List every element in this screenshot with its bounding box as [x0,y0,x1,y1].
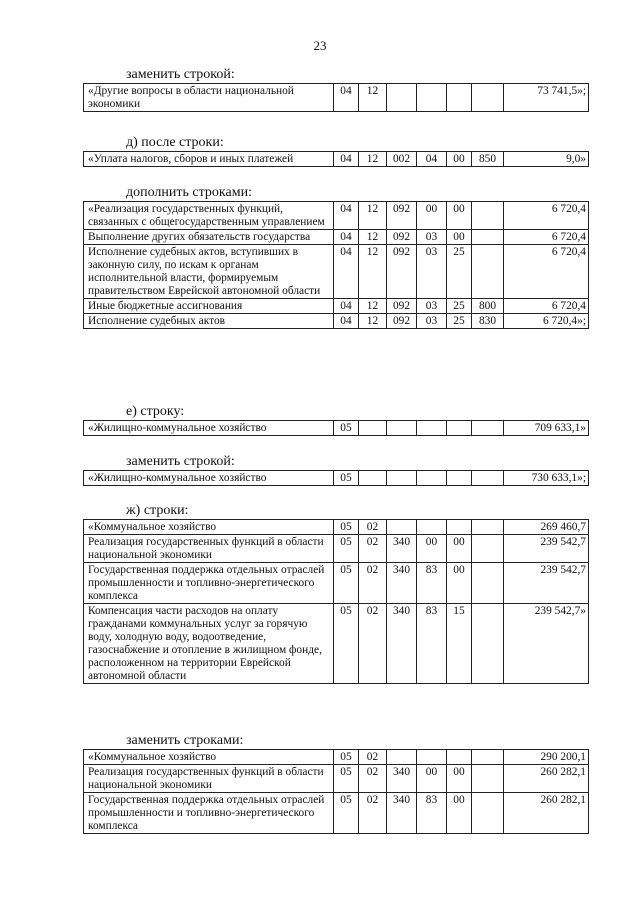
code-cell-c2: 12 [359,314,387,329]
code-cell-c6 [472,563,504,604]
code-cell-c5: 00 [447,563,472,604]
code-cell-c2 [359,421,387,436]
row-name: Иные бюджетные ассигнования [84,299,334,314]
code-cell-c3 [387,421,417,436]
code-cell-c5 [447,84,472,112]
amount-cell: 269 460,7 [504,520,589,535]
code-cell-c4 [417,421,447,436]
code-cell-c6 [472,750,504,765]
row-name: «Коммунальное хозяйство [84,750,334,765]
code-cell-c6 [472,84,504,112]
code-cell-c4: 03 [417,299,447,314]
code-cell-c4 [417,471,447,486]
amount-cell: 6 720,4»; [504,314,589,329]
code-cell-c6 [472,604,504,684]
row-name: Государственная поддержка отдельных отраслей промышленности и топливно-энергетического комплекса [84,793,334,834]
code-cell-c4 [417,750,447,765]
code-cell-c5 [447,471,472,486]
code-cell-c1: 05 [334,793,359,834]
table-row [84,299,589,314]
code-cell-c4: 00 [417,765,447,793]
row-name: «Уплата налогов, сборов и иных платежей [84,152,334,167]
code-cell-c1: 05 [334,765,359,793]
row-name: «Жилищно-коммунальное хозяйство [84,421,334,436]
amount-cell: 260 282,1 [504,793,589,834]
code-cell-c4: 83 [417,793,447,834]
code-cell-c4: 00 [417,535,447,563]
code-cell-c2: 12 [359,299,387,314]
code-cell-c3 [387,520,417,535]
code-cell-c5: 25 [447,299,472,314]
table-row [84,152,589,167]
amount-cell: 730 633,1»; [504,471,589,486]
row-name: «Другие вопросы в области национальной экономики [84,84,334,112]
code-cell-c5: 00 [447,765,472,793]
code-cell-c3: 340 [387,563,417,604]
section-label: е) строку: [126,404,185,419]
budget-table [83,83,589,112]
amount-cell: 290 200,1 [504,750,589,765]
code-cell-c1: 04 [334,84,359,112]
code-cell-c3: 340 [387,793,417,834]
code-cell-c4: 83 [417,604,447,684]
code-cell-c3: 092 [387,314,417,329]
code-cell-c1: 05 [334,604,359,684]
code-cell-c5: 00 [447,535,472,563]
code-cell-c1: 04 [334,299,359,314]
page-number: 23 [313,38,327,53]
table-row [84,421,589,436]
code-cell-c5 [447,421,472,436]
code-cell-c4 [417,520,447,535]
section-label: заменить строкой: [126,67,235,82]
code-cell-c4 [417,84,447,112]
code-cell-c6 [472,245,504,299]
table-row [84,245,589,299]
code-cell-c2 [359,471,387,486]
row-name: Выполнение других обязательств государства [84,230,334,245]
row-name: Государственная поддержка отдельных отраслей промышленности и топливно-энергетического комплекса [84,563,334,604]
code-cell-c1: 04 [334,202,359,230]
section-label: заменить строкой: [126,454,235,469]
row-name: Компенсация части расходов на оплату гражданами коммунальных услуг за горячую воду, холодную воду, водоотведение, газоснабжение и отопление в жилищном фонде, расположенном на территории Еврейской автономной области [84,604,334,684]
amount-cell: 73 741,5»; [504,84,589,112]
code-cell-c5 [447,750,472,765]
code-cell-c2: 02 [359,563,387,604]
code-cell-c4: 03 [417,314,447,329]
code-cell-c2: 12 [359,202,387,230]
code-cell-c4: 83 [417,563,447,604]
table-row [84,202,589,230]
row-name: Реализация государственных функций в области национальной экономики [84,765,334,793]
section-label: заменить строками: [126,733,244,748]
code-cell-c3 [387,471,417,486]
amount-cell: 6 720,4 [504,230,589,245]
code-cell-c1: 05 [334,535,359,563]
amount-cell: 239 542,7 [504,563,589,604]
code-cell-c3 [387,750,417,765]
table-row [84,230,589,245]
code-cell-c2: 12 [359,84,387,112]
code-cell-c6: 800 [472,299,504,314]
code-cell-c1: 05 [334,421,359,436]
code-cell-c2: 12 [359,152,387,167]
amount-cell: 239 542,7 [504,535,589,563]
code-cell-c1: 05 [334,520,359,535]
amount-cell: 9,0» [504,152,589,167]
code-cell-c6: 830 [472,314,504,329]
table-row [84,471,589,486]
table-row [84,314,589,329]
code-cell-c6 [472,520,504,535]
code-cell-c2: 12 [359,245,387,299]
row-name: «Реализация государственных функций, связанных с общегосударственным управлением [84,202,334,230]
row-name: Реализация государственных функций в области национальной экономики [84,535,334,563]
budget-table [83,201,589,329]
code-cell-c1: 05 [334,471,359,486]
budget-table [83,470,589,486]
section-label: дополнить строками: [126,185,252,200]
code-cell-c6 [472,535,504,563]
code-cell-c3: 092 [387,299,417,314]
table-row [84,793,589,834]
code-cell-c4: 03 [417,230,447,245]
amount-cell: 239 542,7» [504,604,589,684]
table-row [84,604,589,684]
code-cell-c6 [472,230,504,245]
table-row [84,520,589,535]
section-label: д) после строки: [126,135,224,150]
amount-cell: 6 720,4 [504,299,589,314]
code-cell-c4: 00 [417,202,447,230]
table-row [84,535,589,563]
amount-cell: 6 720,4 [504,202,589,230]
code-cell-c6 [472,471,504,486]
table-row [84,84,589,112]
code-cell-c3: 092 [387,245,417,299]
amount-cell: 709 633,1» [504,421,589,436]
code-cell-c2: 12 [359,230,387,245]
code-cell-c5: 25 [447,314,472,329]
row-name: «Коммунальное хозяйство [84,520,334,535]
code-cell-c4: 04 [417,152,447,167]
budget-table [83,151,589,167]
code-cell-c5: 25 [447,245,472,299]
section-label: ж) строки: [126,503,189,518]
code-cell-c5: 00 [447,230,472,245]
code-cell-c3: 092 [387,230,417,245]
amount-cell: 6 720,4 [504,245,589,299]
code-cell-c1: 04 [334,152,359,167]
budget-table [83,519,589,684]
row-name: «Жилищно-коммунальное хозяйство [84,471,334,486]
code-cell-c2: 02 [359,520,387,535]
code-cell-c3: 340 [387,604,417,684]
code-cell-c2: 02 [359,765,387,793]
table-row [84,750,589,765]
code-cell-c3: 092 [387,202,417,230]
code-cell-c2: 02 [359,535,387,563]
code-cell-c1: 05 [334,563,359,604]
code-cell-c3: 002 [387,152,417,167]
code-cell-c1: 04 [334,314,359,329]
code-cell-c1: 05 [334,750,359,765]
code-cell-c3: 340 [387,535,417,563]
code-cell-c5 [447,520,472,535]
code-cell-c1: 04 [334,245,359,299]
budget-table [83,749,589,834]
code-cell-c5: 15 [447,604,472,684]
code-cell-c5: 00 [447,152,472,167]
code-cell-c4: 03 [417,245,447,299]
row-name: Исполнение судебных актов, вступивших в законную силу, по искам к органам исполнительной власти, формируемым правительством Еврейской автономной области [84,245,334,299]
code-cell-c2: 02 [359,793,387,834]
code-cell-c5: 00 [447,202,472,230]
code-cell-c1: 04 [334,230,359,245]
budget-table [83,420,589,436]
row-name: Исполнение судебных актов [84,314,334,329]
code-cell-c6: 850 [472,152,504,167]
table-row [84,765,589,793]
code-cell-c6 [472,421,504,436]
code-cell-c2: 02 [359,604,387,684]
code-cell-c6 [472,202,504,230]
code-cell-c5: 00 [447,793,472,834]
code-cell-c3 [387,84,417,112]
code-cell-c6 [472,793,504,834]
table-row [84,563,589,604]
code-cell-c3: 340 [387,765,417,793]
amount-cell: 260 282,1 [504,765,589,793]
code-cell-c6 [472,765,504,793]
code-cell-c2: 02 [359,750,387,765]
